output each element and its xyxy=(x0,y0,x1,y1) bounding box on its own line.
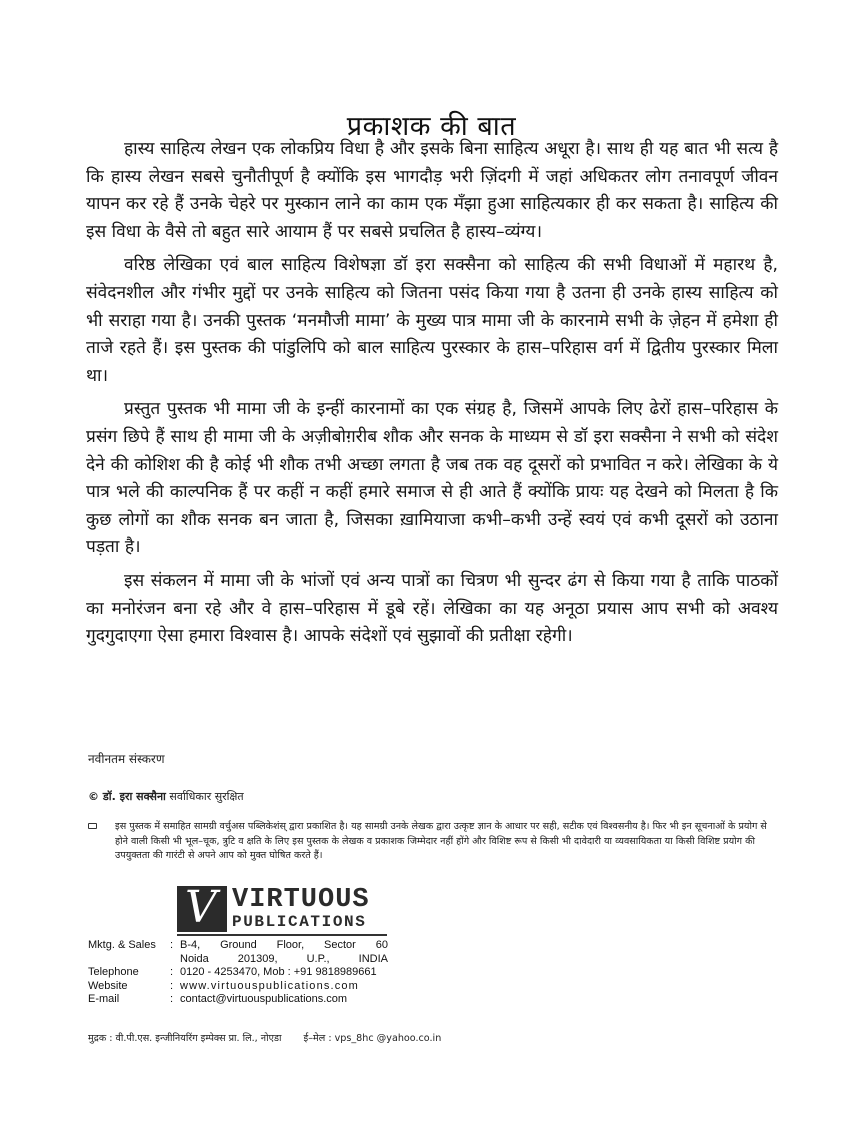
website-label: Website xyxy=(88,979,128,992)
sales-label: Mktg. & Sales xyxy=(88,939,156,951)
v-logo-icon: V xyxy=(177,886,227,932)
paragraph-3: प्रस्तुत पुस्तक भी मामा जी के इन्हीं कारनामों का एक संग्रह है, जिसमें आपके लिए ढेरों हास–परिहास के प्रसंग छिपे हैं साथ ही मामा जी के अज़ीबोग़रीब शौक और सनक के माध्यम से डॉ इरा सक्सैना ने सभी को संदेश देने की कोशिश की है कोई भी शौक तभी अच्छा लगता है जब तक वह दूसरों को प्रभावित न करे। लेखिका के ये पात्र भले की काल्पनिक हैं पर कहीं न कहीं हमारे समाज से ही आते हैं क्योंकि प्रायः यह देखने को मिलता है कि कुछ लोगों का शौक सनक बन जाता है, जिसका ख़ामियाजा कभी–कभी उन्हें स्वयं एवं कभी दूसरों को उठाना पड़ता है। xyxy=(86,399,778,558)
email-row: E-mail : contact@virtuouspublications.com xyxy=(88,993,388,1007)
sales-address-line2: Noida 201309, U.P., INDIA xyxy=(180,952,388,965)
logo-underline xyxy=(177,934,387,936)
sales-row: Mktg. & Sales : B-4, Ground Floor, Sector 60 xyxy=(88,939,388,951)
email-link[interactable]: contact@virtuouspublications.com xyxy=(180,993,348,1006)
paragraph-1: हास्य साहित्य लेखन एक लोकप्रिय विधा है और इसके बिना साहित्य अधूरा है। साथ ही यह बात भी सत्य है कि हास्य लेखन सबसे चुनौतीपूर्ण है क्योंकि इस भागदौड़ भरी ज़िंदगी में जहां अधिकतर लोग तनावपूर्ण जीवन यापन कर रहे हैं उनके चेहरे पर मुस्कान लाने का काम एक मँझा हुआ साहित्यकार ही कर सकता है। साहित्य की इस विधा के वैसे तो बहुत सारे आयाम हैं पर सबसे प्रचलित है हास्य–व्यंग्य। xyxy=(86,139,778,242)
printer-line xyxy=(88,1031,441,1044)
sales-row-2 xyxy=(88,953,388,967)
telephone-row: Telephone : 0120 - 4253470, Mob : +91 9818989661 xyxy=(88,966,388,980)
website-link[interactable]: www.virtuouspublications.com xyxy=(180,979,359,992)
publisher-note-body xyxy=(86,136,778,657)
square-bullet-icon xyxy=(88,823,97,829)
telephone-value: 0120 - 4253470, Mob : +91 9818989661 xyxy=(180,966,377,979)
logo-wordmark-virtuous: VIRTUOUS xyxy=(232,885,370,915)
printer-email: ई–मेल : vps_8hc @yahoo.co.in xyxy=(303,1033,442,1044)
disclaimer xyxy=(88,820,778,864)
contact-block xyxy=(88,939,388,1007)
email-label: E-mail xyxy=(88,993,120,1006)
copyright-line xyxy=(88,789,244,804)
copyright-holder: © डॉ. इरा सक्सैना xyxy=(88,790,166,803)
website-row: Website : www.virtuouspublications.com xyxy=(88,980,388,994)
rights-reserved: सर्वाधिकार सुरक्षित xyxy=(169,790,244,803)
printer-name: मुद्रक : वी.पी.एस. इन्जीनियरिंग इम्पेक्स प्रा. लि., नोएडा xyxy=(88,1033,282,1044)
disclaimer-text: इस पुस्तक में समाहित सामग्री वर्चुअस पब्लिकेशंस् द्वारा प्रकाशित है। यह सामग्री उनके लेखक द्वारा उत्कृष्ट ज्ञान के आधार पर सही, सटीक एवं विश्वसनीय है। फिर भी इन सूचनाओं के प्रयोग से होने वाली किसी भी भूल–चूक, त्रुटि व क्षति के लिए इस पुस्तक के लेखक व प्रकाशक जिम्मेदार नहीं होंगे और विशिष्ट रूप से किसी भी दावेदारी या व्यवसायिकता या किसी विशिष्ट प्रयोग की उपयुक्तता की गारंटी से अपने आप को मुक्त घोषित करते हैं। xyxy=(115,821,767,861)
paragraph-2: वरिष्ठ लेखिका एवं बाल साहित्य विशेषज्ञा डॉ इरा सक्सैना को साहित्य की सभी विधाओं में महारथ है, संवेदनशील और गंभीर मुद्दों पर उनके साहित्य को जितना पसंद किया गया है उतना ही उनके हास्य साहित्य को भी सराहा गया है। उनकी पुस्तक ‘मनमौजी मामा’ के मुख्य पात्र मामा जी के कारनामे सभी के ज़ेहन में हमेशा ही ताजे रहते हैं। इस पुस्तक की पांडुलिपि को बाल साहित्य पुरस्कार के हास–परिहास वर्ग में द्वितीय पुरस्कार मिला था। xyxy=(86,255,778,386)
sales-address-line1: B-4, Ground Floor, Sector 60 xyxy=(180,939,388,951)
publisher-logo xyxy=(177,882,387,936)
logo-wordmark-publications: PUBLICATIONS xyxy=(232,913,367,931)
edition-label: नवीनतम संस्करण xyxy=(88,752,165,766)
page-title: प्रकाशक की बात xyxy=(346,111,517,143)
telephone-label: Telephone xyxy=(88,966,139,979)
paragraph-4: इस संकलन में मामा जी के भांजों एवं अन्य पात्रों का चित्रण भी सुन्दर ढंग से किया गया है ताकि पाठकों का मनोरंजन बना रहे और वे हास–परिहास में डूबे रहें। लेखिका का यह अनूठा प्रयास आप सभी को अवश्य गुदगुदाएगा ऐसा हमारा विश्वास है। आपके संदेशों एवं सुझावों की प्रतीक्षा रहेगी। xyxy=(86,570,778,647)
